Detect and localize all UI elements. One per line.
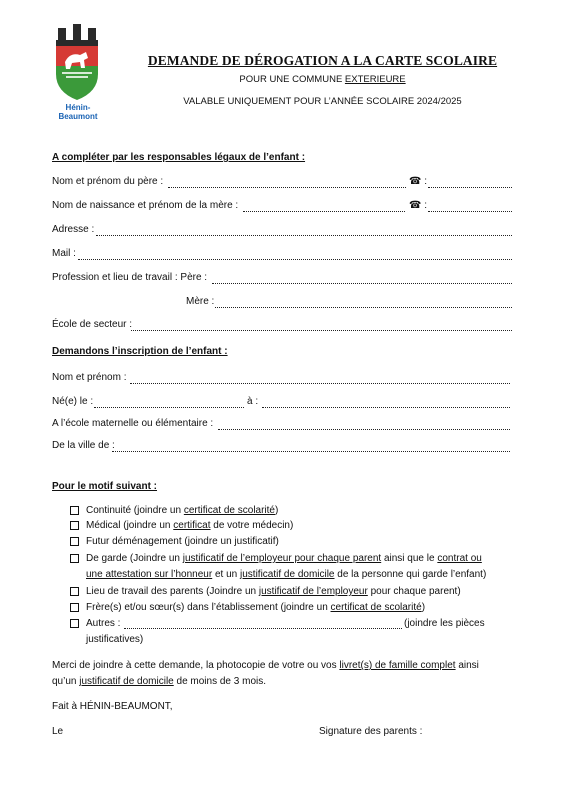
profession-label: Profession et lieu de travail : Père : bbox=[52, 272, 208, 283]
father-phone-field[interactable] bbox=[428, 187, 512, 188]
requested-school-field[interactable] bbox=[218, 429, 510, 430]
child-name-label: Nom et prénom : bbox=[52, 372, 127, 383]
child-name-field[interactable] bbox=[130, 383, 510, 384]
mail-label: Mail : bbox=[52, 248, 76, 259]
mother-label: Nom de naissance et prénom de la mère : bbox=[52, 200, 239, 211]
mother-phone-field[interactable] bbox=[428, 211, 512, 212]
address-field[interactable] bbox=[96, 235, 512, 236]
birth-place-field[interactable] bbox=[262, 407, 510, 408]
section-child-heading: Demandons l’inscription de l’enfant : bbox=[52, 346, 228, 357]
city-name-logo-text: Hénin-Beaumont bbox=[58, 103, 98, 121]
date-label: Le bbox=[52, 726, 64, 737]
father-label: Nom et prénom du père : bbox=[52, 176, 164, 187]
mother-work-label: Mère : bbox=[186, 296, 215, 307]
checkbox[interactable] bbox=[70, 506, 79, 515]
other-reason-field[interactable] bbox=[124, 628, 402, 629]
page-title: DEMANDE DE DÉROGATION A LA CARTE SCOLAIRE bbox=[147, 53, 498, 68]
other-reason-continuation: justificatives) bbox=[86, 634, 144, 645]
mother-work-field[interactable] bbox=[215, 307, 512, 308]
father-phone-label: ☎ : bbox=[409, 176, 428, 187]
birth-date-field[interactable] bbox=[94, 407, 244, 408]
city-crest-logo bbox=[52, 22, 102, 114]
checkbox[interactable] bbox=[70, 521, 79, 530]
checkbox[interactable] bbox=[70, 603, 79, 612]
birth-place-label: à : bbox=[247, 396, 259, 407]
father-name-field[interactable] bbox=[168, 187, 406, 188]
city-field[interactable] bbox=[112, 451, 510, 452]
requested-school-label: A l’école maternelle ou élémentaire : bbox=[52, 418, 214, 429]
checkbox[interactable] bbox=[70, 554, 79, 563]
father-work-field[interactable] bbox=[212, 283, 512, 284]
checkbox[interactable] bbox=[70, 587, 79, 596]
checkbox[interactable] bbox=[70, 537, 79, 546]
checkbox[interactable] bbox=[70, 619, 79, 628]
closing-paragraph-line1: Merci de joindre à cette demande, la photocopie de votre ou vos livret(s) de famille complet ainsi bbox=[52, 660, 479, 671]
other-reason-suffix: (joindre les pièces bbox=[404, 618, 485, 629]
birth-date-label: Né(e) le : bbox=[52, 396, 94, 407]
address-label: Adresse : bbox=[52, 224, 95, 235]
mail-field[interactable] bbox=[78, 259, 512, 260]
sector-school-label: École de secteur : bbox=[52, 319, 133, 330]
closing-paragraph-line2: qu’un justificatif de domicile de moins de 3 mois. bbox=[52, 676, 266, 687]
city-label: De la ville de : bbox=[52, 440, 115, 451]
sector-school-field[interactable] bbox=[131, 330, 512, 331]
section-parents-heading: A compléter par les responsables légaux de l’enfant : bbox=[52, 152, 306, 163]
mother-name-field[interactable] bbox=[243, 211, 405, 212]
mother-phone-label: ☎ : bbox=[409, 200, 428, 211]
page-subtitle: POUR UNE COMMUNE EXTERIEURE bbox=[239, 74, 406, 85]
reason-childcare-continuation: une attestation sur l’honneur et un justificatif de domicile de la personne qui garde l’enfant) bbox=[86, 569, 487, 580]
place-of-signature: Fait à HÉNIN-BEAUMONT, bbox=[52, 701, 173, 712]
section-reason-heading: Pour le motif suivant : bbox=[52, 481, 158, 492]
validity-note: VALABLE UNIQUEMENT POUR L’ANNÉE SCOLAIRE 2024/2025 bbox=[183, 96, 462, 107]
parents-signature-label: Signature des parents : bbox=[319, 726, 423, 737]
